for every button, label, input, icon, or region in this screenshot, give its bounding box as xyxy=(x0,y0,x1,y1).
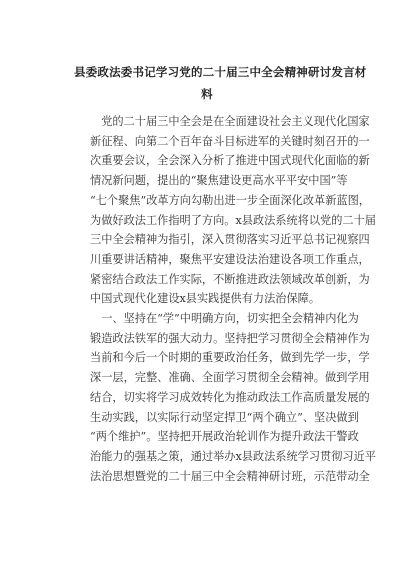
text-line: “七个聚焦”改革方向勾勒出进一步全面深化改革新蓝图， xyxy=(90,193,370,207)
text-line: 锻造政法铁军的强大动力。坚持把学习贯彻全会精神作为 xyxy=(90,331,370,345)
text-line: 一、坚持在“学”中明确方向，切实把全会精神内化为 xyxy=(90,312,359,326)
text-line: “两个维护”。坚持把开展政治轮训作为提升政法干警政 xyxy=(90,430,359,444)
text-line: 当前和今后一个时期的重要政治任务，做到先学一步，学 xyxy=(90,351,370,365)
text-line: 治能力的强基之策，通过举办x县政法系统学习贯彻习近平 xyxy=(90,449,376,463)
text-line: 新征程、向第二个百年奋斗目标进军的关键时刻召开的一 xyxy=(90,134,370,148)
text-line: 川重要讲话精神，聚焦平安建设法治建设各项工作重点， xyxy=(90,252,370,266)
paragraph-1 xyxy=(90,112,376,309)
title-line: 县委政法委书记学习党的二十届三中全会精神研讨发言材 xyxy=(74,65,367,79)
text-line: 生动实践，以实际行动坚定捍卫“两个确立”、坚决做到 xyxy=(90,410,359,424)
title-line: 料 xyxy=(201,87,213,101)
document-title xyxy=(74,61,367,105)
text-line: 法治思想暨党的二十届三中全会精神研讨班，示范带动全 xyxy=(90,469,370,483)
text-line: 三中全会精神为指引，深入贯彻落实习近平总书记视察四 xyxy=(90,233,370,247)
text-line: 紧密结合政法工作实际，不断推进政法领域改革创新，为 xyxy=(90,272,370,286)
paragraph-2 xyxy=(90,309,376,486)
document-body xyxy=(90,112,376,486)
text-line: 情况新问题，提出的“聚焦建设更高水平平安中国”等 xyxy=(90,174,348,188)
text-line: 为做好政法工作指明了方向。x县政法系统将以党的二十届 xyxy=(90,213,376,227)
text-line: 中国式现代化建设x县实践提供有力法治保障。 xyxy=(90,292,321,306)
text-line: 深一层，完整、准确、全面学习贯彻全会精神。做到学用 xyxy=(90,371,370,385)
text-line: 党的二十届三中全会是在全面建设社会主义现代化国家 xyxy=(90,115,370,128)
text-line: 次重要会议，全会深入分析了推进中国式现代化面临的新 xyxy=(90,154,370,168)
text-line: 结合，切实将学习成效转化为推动政法工作高质量发展的 xyxy=(90,390,370,404)
